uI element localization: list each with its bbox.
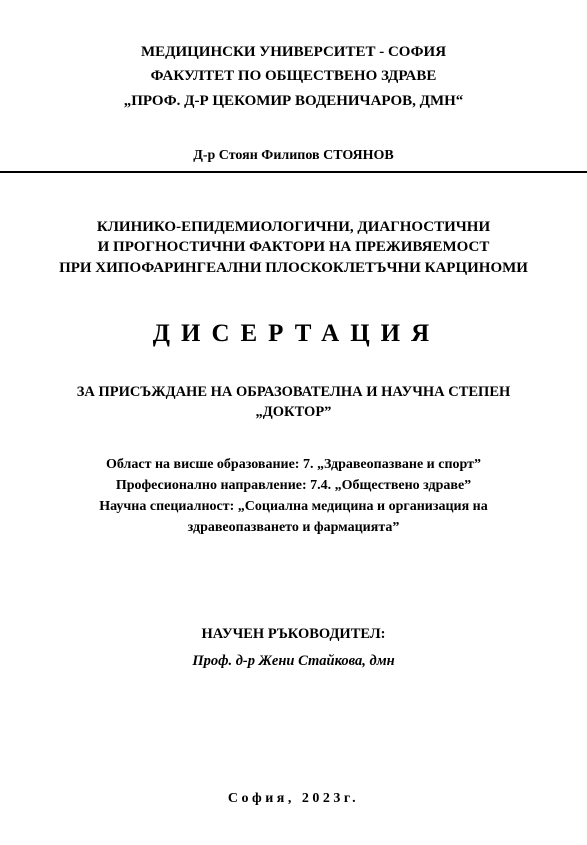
thesis-title-line-3: ПРИ ХИПОФАРИНГЕАЛНИ ПЛОСКОКЛЕТЪЧНИ КАРЦИНОМИ	[59, 260, 528, 276]
thesis-title-line-2: И ПРОГНОСТИЧНИ ФАКТОРИ НА ПРЕЖИВЯЕМОСТ	[97, 239, 490, 255]
supervisor-label: НАУЧЕН РЪКОВОДИТЕЛ:	[201, 626, 386, 642]
document-type-heading: ДИСЕРТАЦИЯ	[152, 320, 441, 347]
author-name: Д-р Стоян Филипов СТОЯНОВ	[193, 148, 394, 163]
specialty-line-1: Научна специалност: „Социална медицина и организация на	[99, 499, 488, 514]
faculty-name: ФАКУЛТЕТ ПО ОБЩЕСТВЕНО ЗДРАВЕ	[150, 68, 437, 84]
thesis-title-line-1: КЛИНИКО-ЕПИДЕМИОЛОГИЧНИ, ДИАГНОСТИЧНИ	[96, 219, 491, 235]
degree-line-2: „ДОКТОР”	[255, 404, 332, 420]
faculty-honorific-name: „ПРОФ. Д-Р ЦЕКОМИР ВОДЕНИЧАРОВ, ДМН“	[123, 93, 464, 109]
place-and-year: София, 2023г.	[227, 791, 360, 806]
degree-line-1: ЗА ПРИСЪЖДАНЕ НА ОБРАЗОВАТЕЛНА И НАУЧНА СТЕПЕН	[76, 384, 511, 400]
header-divider	[0, 171, 587, 173]
specialty-line-2: здравеопазването и фармацията”	[187, 520, 400, 535]
university-name: МЕДИЦИНСКИ УНИВЕРСИТЕТ - СОФИЯ	[140, 44, 447, 60]
professional-field: Професионално направление: 7.4. „Обществено здраве”	[115, 478, 472, 493]
field-of-education: Област на висше образование: 7. „Здравеопазване и спорт”	[105, 457, 482, 472]
supervisor-name: Проф. д-р Жени Стайкова, дмн	[192, 653, 395, 669]
